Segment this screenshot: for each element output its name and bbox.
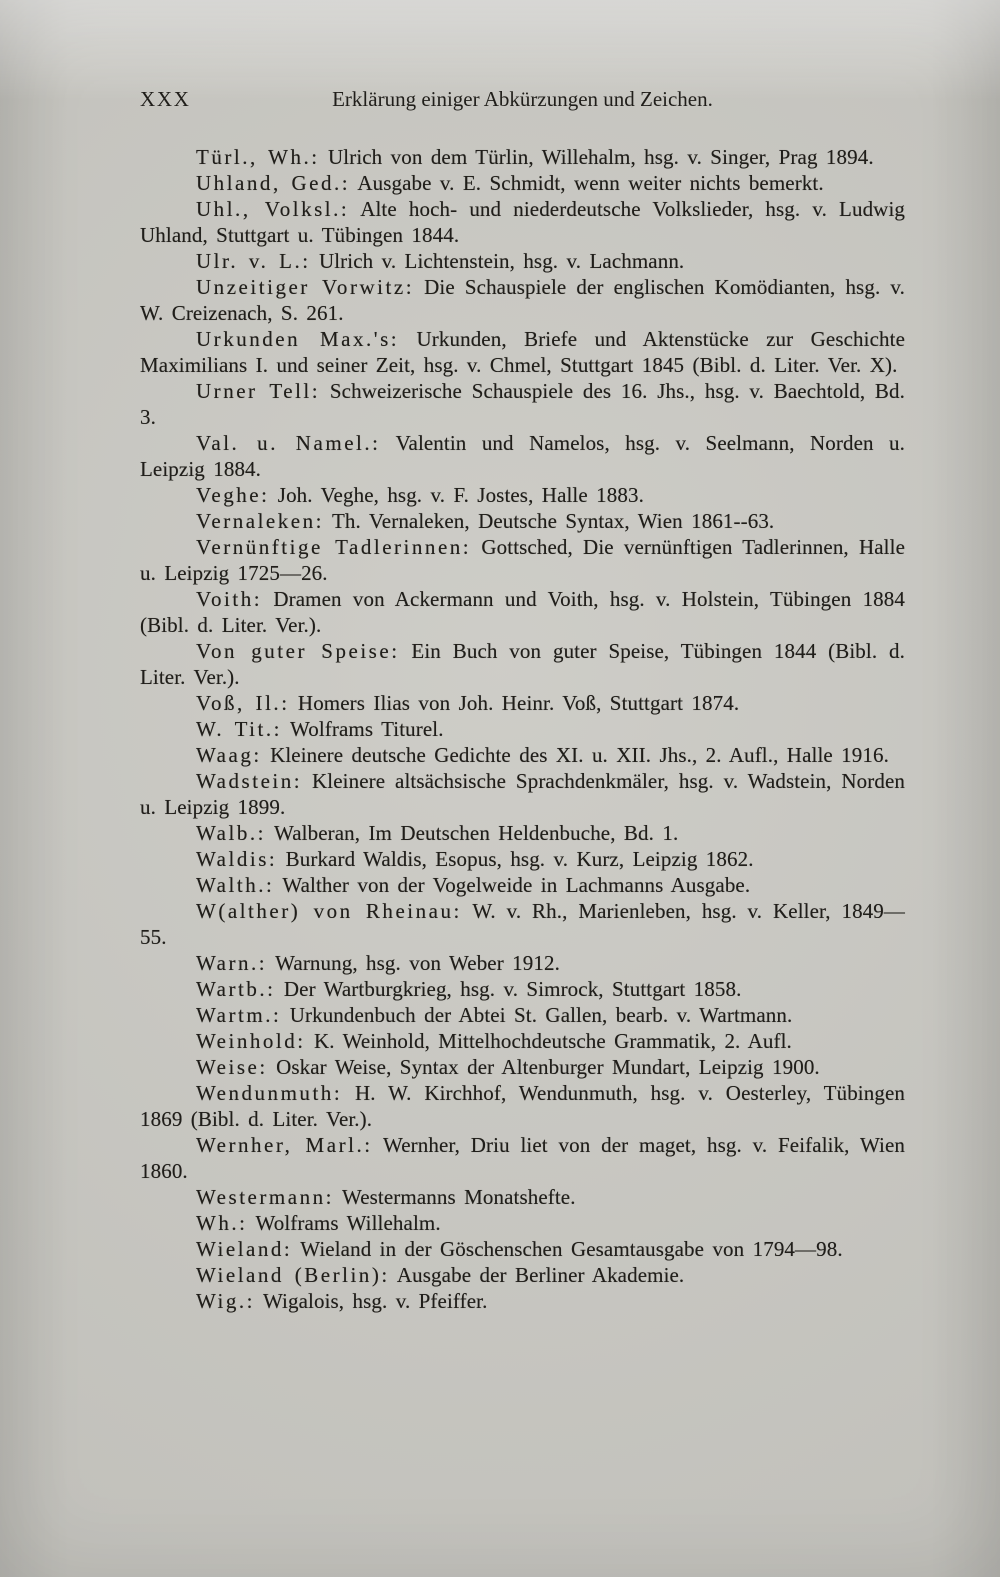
abbreviation-definition: Oskar Weise, Syntax der Altenburger Mundart, Leipzig 1900. (267, 1055, 820, 1079)
abbreviation-entry (140, 1002, 905, 1028)
abbreviation-definition: Ein Buch von guter Speise, Tübingen 1844 (Bibl. d. Liter. Ver.). (140, 639, 906, 689)
abbreviation-definition: Gottsched, Die vernünftigen Tadlerinnen, Halle u. Leipzig 1725—26. (140, 535, 905, 585)
abbreviation-definition: Ausgabe v. E. Schmidt, wenn weiter nichts bemerkt. (350, 171, 824, 195)
abbreviation-list (140, 144, 905, 1314)
abbreviation-definition: W. v. Rh., Marienleben, hsg. v. Keller, 1849—55. (140, 899, 905, 949)
abbreviation-term: Urner Tell: (196, 379, 321, 403)
abbreviation-definition: Wolframs Titurel. (282, 717, 444, 741)
abbreviation-entry (140, 508, 905, 534)
abbreviation-definition: Wigalois, hsg. v. Pfeiffer. (255, 1289, 488, 1313)
abbreviation-term: Veghe: (196, 483, 270, 507)
abbreviation-definition: Kleinere deutsche Gedichte des XI. u. XII. Jhs., 2. Aufl., Halle 1916. (261, 743, 889, 767)
abbreviation-definition: Warnung, hsg. von Weber 1912. (267, 951, 560, 975)
abbreviation-definition: Valentin und Namelos, hsg. v. Seelmann, Norden u. Leipzig 1884. (140, 431, 905, 481)
abbreviation-entry (140, 326, 905, 378)
abbreviation-entry (140, 1262, 905, 1288)
abbreviation-term: Voith: (196, 587, 263, 611)
abbreviation-entry (140, 976, 905, 1002)
abbreviation-entry (140, 1054, 905, 1080)
abbreviation-term: Warn.: (196, 951, 268, 975)
abbreviation-entry (140, 1028, 905, 1054)
abbreviation-entry (140, 820, 905, 846)
abbreviation-entry (140, 534, 905, 586)
abbreviation-term: Uhland, Ged.: (196, 171, 351, 195)
abbreviation-definition: Ausgabe der Berliner Akademie. (389, 1263, 685, 1287)
abbreviation-definition: Kleinere altsächsische Sprachdenkmäler, hsg. v. Wadstein, Norden u. Leipzig 1899. (140, 769, 905, 819)
abbreviation-definition: Wernher, Driu liet von der maget, hsg. v. Feifalik, Wien 1860. (140, 1133, 906, 1183)
abbreviation-definition: Westermanns Monatshefte. (334, 1185, 576, 1209)
abbreviation-term: Waldis: (196, 847, 278, 871)
text-block (140, 86, 905, 1314)
abbreviation-term: W(alther) von Rheinau: (196, 899, 462, 923)
abbreviation-entry (140, 430, 905, 482)
abbreviation-definition: Walther von der Vogelweide in Lachmanns Ausgabe. (274, 873, 751, 897)
abbreviation-definition: Th. Vernaleken, Deutsche Syntax, Wien 1861--63. (324, 509, 775, 533)
abbreviation-term: Weise: (196, 1055, 268, 1079)
abbreviation-entry (140, 872, 905, 898)
abbreviation-definition: Schweizerische Schauspiele des 16. Jhs., hsg. v. Baechtold, Bd. 3. (140, 379, 906, 429)
abbreviation-definition: Homers Ilias von Joh. Heinr. Voß, Stuttgart 1874. (289, 691, 740, 715)
abbreviation-entry (140, 768, 905, 820)
abbreviation-term: Uhl., Volksl.: (196, 197, 350, 221)
abbreviation-term: Von guter Speise: (196, 639, 400, 663)
abbreviation-definition: Joh. Veghe, hsg. v. F. Jostes, Halle 1883. (269, 483, 644, 507)
abbreviation-term: W. Tit.: (196, 717, 283, 741)
abbreviation-term: Wendunmuth: (196, 1081, 343, 1105)
abbreviation-term: Urkunden Max.'s: (196, 327, 400, 351)
abbreviation-term: Wh.: (196, 1211, 248, 1235)
abbreviation-definition: Burkard Waldis, Esopus, hsg. v. Kurz, Leipzig 1862. (277, 847, 754, 871)
abbreviation-term: Walb.: (196, 821, 266, 845)
abbreviation-term: Vernaleken: (196, 509, 325, 533)
abbreviation-entry (140, 898, 905, 950)
abbreviation-term: Waag: (196, 743, 262, 767)
abbreviation-term: Wernher, Marl.: (196, 1133, 373, 1157)
abbreviation-entry (140, 846, 905, 872)
abbreviation-term: Unzeitiger Vorwitz: (196, 275, 415, 299)
abbreviation-term: Westermann: (196, 1185, 334, 1209)
abbreviation-entry (140, 1288, 905, 1314)
abbreviation-definition: K. Weinhold, Mittelhochdeutsche Grammatik, 2. Aufl. (305, 1029, 792, 1053)
abbreviation-entry (140, 196, 905, 248)
abbreviation-definition: Ulrich v. Lichtenstein, hsg. v. Lachmann. (310, 249, 685, 273)
abbreviation-entry (140, 1184, 905, 1210)
abbreviation-entry (140, 690, 905, 716)
abbreviation-term: Val. u. Namel.: (196, 431, 381, 455)
abbreviation-entry (140, 144, 905, 170)
abbreviation-entry (140, 170, 905, 196)
abbreviation-definition: Wolframs Willehalm. (247, 1211, 441, 1235)
page-number: XXX (140, 87, 191, 111)
abbreviation-entry (140, 274, 905, 326)
abbreviation-term: Ulr. v. L.: (196, 249, 311, 273)
abbreviation-entry (140, 586, 905, 638)
abbreviation-entry (140, 1132, 905, 1184)
abbreviation-entry (140, 1080, 905, 1132)
abbreviation-definition: Urkundenbuch der Abtei St. Gallen, bearb. v. Wartmann. (281, 1003, 793, 1027)
abbreviation-definition: H. W. Kirchhof, Wendunmuth, hsg. v. Oesterley, Tübingen 1869 (Bibl. d. Liter. Ver.). (140, 1081, 905, 1131)
abbreviation-entry (140, 742, 905, 768)
abbreviation-term: Wartm.: (196, 1003, 282, 1027)
abbreviation-term: Wartb.: (196, 977, 276, 1001)
abbreviation-term: Voß, Il.: (196, 691, 290, 715)
abbreviation-definition: Wieland in der Göschenschen Gesamtausgabe von 1794—98. (292, 1237, 843, 1261)
abbreviation-definition: Dramen von Ackermann und Voith, hsg. v. Holstein, Tübingen 1884 (Bibl. d. Liter. Ver.). (140, 587, 905, 637)
abbreviation-term: Vernünftige Tadlerinnen: (196, 535, 472, 559)
abbreviation-definition: Urkunden, Briefe und Aktenstücke zur Geschichte Maximilians I. und seiner Zeit, hsg. v. Chmel, Stuttgart 1845 (Bibl. d. Liter. Ver. X). (140, 327, 905, 377)
abbreviation-term: Wieland: (196, 1237, 293, 1261)
abbreviation-definition: Walberan, Im Deutschen Heldenbuche, Bd. 1. (266, 821, 679, 845)
abbreviation-entry (140, 716, 905, 742)
abbreviation-entry (140, 638, 905, 690)
abbreviation-entry (140, 1210, 905, 1236)
page-title: Erklärung einiger Abkürzungen und Zeichen. (332, 87, 713, 111)
abbreviation-definition: Der Wartburgkrieg, hsg. v. Simrock, Stuttgart 1858. (275, 977, 742, 1001)
abbreviation-term: Türl., Wh.: (196, 145, 320, 169)
abbreviation-term: Weinhold: (196, 1029, 306, 1053)
abbreviation-term: Walth.: (196, 873, 275, 897)
abbreviation-entry (140, 378, 905, 430)
page-header (140, 86, 905, 112)
abbreviation-term: Wig.: (196, 1289, 255, 1313)
abbreviation-entry (140, 1236, 905, 1262)
abbreviation-definition: Die Schauspiele der englischen Komödianten, hsg. v. W. Creizenach, S. 261. (140, 275, 905, 325)
abbreviation-definition: Ulrich von dem Türlin, Willehalm, hsg. v. Singer, Prag 1894. (319, 145, 874, 169)
abbreviation-term: Wadstein: (196, 769, 303, 793)
abbreviation-entry (140, 248, 905, 274)
abbreviation-definition: Alte hoch- und niederdeutsche Volkslieder, hsg. v. Ludwig Uhland, Stuttgart u. Tübingen 1844. (140, 197, 905, 247)
abbreviation-entry (140, 482, 905, 508)
abbreviation-term: Wieland (Berlin): (196, 1263, 390, 1287)
abbreviation-entry (140, 950, 905, 976)
